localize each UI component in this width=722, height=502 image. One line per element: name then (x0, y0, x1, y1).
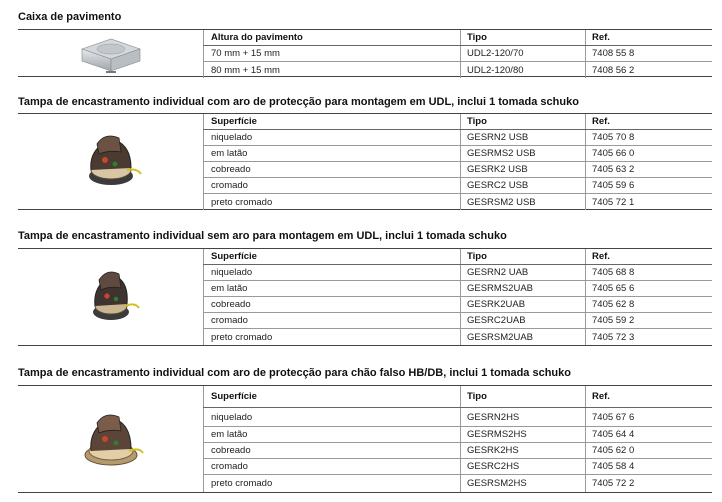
table-cell: 7405 65 6 (585, 281, 712, 296)
product-table (18, 385, 712, 493)
header-cell: Tipo (460, 30, 585, 45)
table-cell: 7405 62 8 (585, 297, 712, 312)
table-row (203, 408, 712, 427)
table-row (203, 329, 712, 345)
table-cell: 7408 55 8 (585, 46, 712, 61)
table-cell: cromado (203, 178, 460, 193)
table-row (203, 281, 712, 297)
header-cell: Ref. (585, 386, 712, 407)
header-cell: Superfície (203, 249, 460, 264)
table-header-row (203, 114, 712, 130)
table-cell: em latão (203, 427, 460, 442)
product-image-socket-insert-ring (18, 386, 203, 492)
header-cell: Superfície (203, 386, 460, 407)
table-cell: cobreado (203, 443, 460, 458)
table-cell: cromado (203, 459, 460, 474)
section-title: Caixa de pavimento (18, 11, 122, 23)
table-cell: GESRC2UAB (460, 313, 585, 328)
table-cell: 7405 70 8 (585, 130, 712, 145)
header-cell: Ref. (585, 249, 712, 264)
table-cell: preto cromado (203, 194, 460, 210)
header-cell: Altura do pavimento (203, 30, 460, 45)
table-row (203, 443, 712, 459)
product-table (18, 29, 712, 77)
table-cell: 7405 64 4 (585, 427, 712, 442)
header-cell: Superfície (203, 114, 460, 129)
table-row (203, 162, 712, 178)
table-cell: niquelado (203, 265, 460, 280)
table-header-row (203, 249, 712, 265)
header-cell: Tipo (460, 386, 585, 407)
product-table (18, 113, 712, 210)
table-cell: preto cromado (203, 329, 460, 345)
table-cell: 7405 68 8 (585, 265, 712, 280)
table-cell: GESRN2 UAB (460, 265, 585, 280)
table-row (203, 62, 712, 78)
header-cell: Tipo (460, 114, 585, 129)
table-cell: UDL2-120/80 (460, 62, 585, 78)
table-cell: 7405 59 6 (585, 178, 712, 193)
table-cell: 7405 62 0 (585, 443, 712, 458)
table-cell: 80 mm + 15 mm (203, 62, 460, 78)
header-cell: Tipo (460, 249, 585, 264)
header-cell: Ref. (585, 114, 712, 129)
table-row (203, 427, 712, 443)
table-cell: GESRMS2 USB (460, 146, 585, 161)
product-image-floor-box (18, 30, 203, 76)
table-header-row (203, 386, 712, 408)
product-table (18, 248, 712, 346)
table-cell: cobreado (203, 162, 460, 177)
table-cell: GESRN2HS (460, 408, 585, 426)
table-cell: em latão (203, 146, 460, 161)
section-title: Tampa de encastramento individual com aro de protecção para montagem em UDL, inclui 1 tomada schuko (18, 96, 579, 108)
table-cell: 7405 66 0 (585, 146, 712, 161)
table-cell: GESRK2 USB (460, 162, 585, 177)
table-cell: 7405 72 1 (585, 194, 712, 210)
table-cell: GESRK2UAB (460, 297, 585, 312)
table-row (203, 459, 712, 475)
table-cell: 7405 63 2 (585, 162, 712, 177)
product-image-socket-insert (18, 249, 203, 345)
table-row (203, 265, 712, 281)
product-image-socket-insert (18, 114, 203, 209)
table-cell: 7405 72 3 (585, 329, 712, 345)
table-cell: em latão (203, 281, 460, 296)
table-header-row (203, 30, 712, 46)
table-cell: GESRN2 USB (460, 130, 585, 145)
table-cell: 7405 67 6 (585, 408, 712, 426)
table-cell: 70 mm + 15 mm (203, 46, 460, 61)
table-cell: preto cromado (203, 475, 460, 492)
table-cell: GESRK2HS (460, 443, 585, 458)
table-cell: GESRMS2UAB (460, 281, 585, 296)
table-row (203, 130, 712, 146)
section-title: Tampa de encastramento individual com aro de protecção para chão falso HB/DB, inclui 1 tomada schuko (18, 367, 571, 379)
table-row (203, 313, 712, 329)
table-cell: GESRSM2HS (460, 475, 585, 492)
table-cell: GESRSM2 USB (460, 194, 585, 210)
table-cell: 7405 58 4 (585, 459, 712, 474)
table-row (203, 194, 712, 210)
table-cell: niquelado (203, 130, 460, 145)
table-row (203, 46, 712, 62)
header-cell: Ref. (585, 30, 712, 45)
table-row (203, 297, 712, 313)
table-cell: 7405 59 2 (585, 313, 712, 328)
table-cell: niquelado (203, 408, 460, 426)
table-cell: GESRC2HS (460, 459, 585, 474)
table-cell: 7405 72 2 (585, 475, 712, 492)
table-cell: UDL2-120/70 (460, 46, 585, 61)
table-cell: GESRC2 USB (460, 178, 585, 193)
table-row (203, 146, 712, 162)
table-cell: GESRSM2UAB (460, 329, 585, 345)
section-title: Tampa de encastramento individual sem aro para montagem em UDL, inclui 1 tomada schuko (18, 230, 507, 242)
table-row (203, 475, 712, 492)
table-cell: 7408 56 2 (585, 62, 712, 78)
table-cell: cobreado (203, 297, 460, 312)
table-row (203, 178, 712, 194)
table-cell: GESRMS2HS (460, 427, 585, 442)
table-cell: cromado (203, 313, 460, 328)
